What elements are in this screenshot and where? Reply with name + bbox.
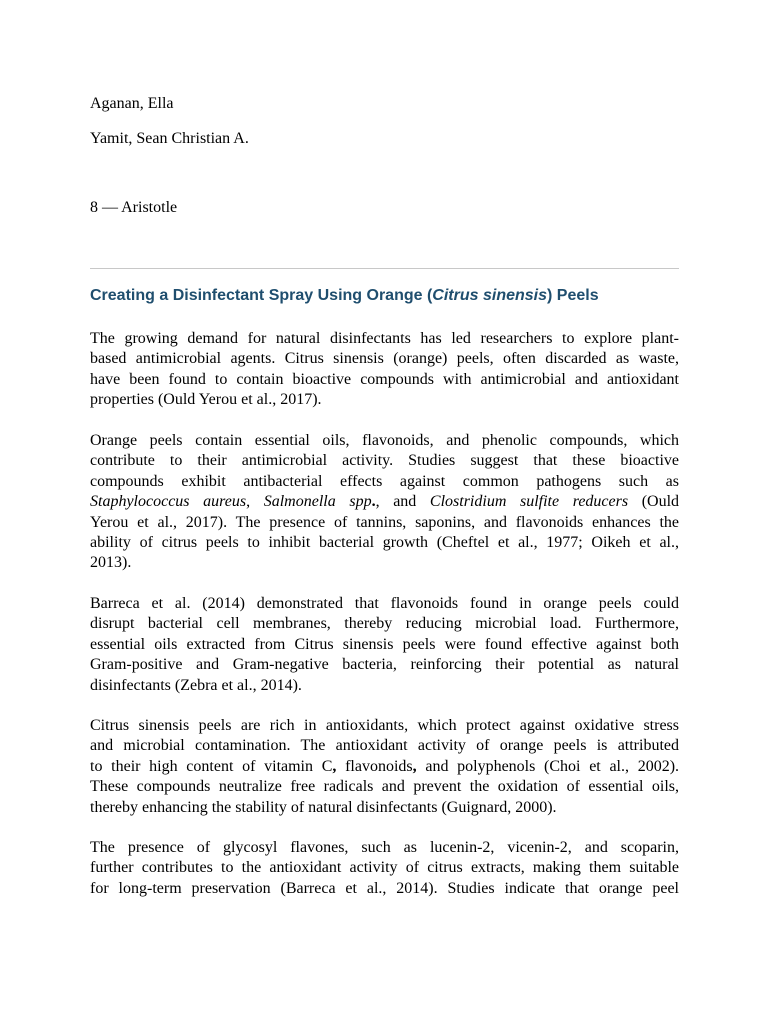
paragraph-line: further contributes to the antioxidant activity of citrus extracts, making them suitable [90,859,679,877]
paragraph-line: Yerou et al., 2017). The presence of tannins, saponins, and flavonoids enhances the [90,513,679,531]
paragraph-line: The growing demand for natural disinfectants has led researchers to explore plant- [90,330,679,347]
paragraph-line: essential oils extracted from Citrus sinensis peels were found effective against both [90,635,679,653]
title-species: Citrus sinensis [432,287,547,304]
paragraph-line: thereby enhancing the stability of natural disinfectants (Guignard, 2000). [90,798,557,816]
paragraph-line: ability of citrus peels to inhibit bacterial growth (Cheftel et al., 1977; Oikeh et al., [90,534,679,552]
text-fragment: (Ould [628,493,680,511]
text-fragment: , and [375,493,430,511]
text-fragment: to their high content of vitamin C [90,757,333,775]
paragraph-line: Orange peels contain essential oils, flavonoids, and phenolic compounds, which [90,432,679,449]
horizontal-divider [90,268,679,269]
title-suffix: ) Peels [547,287,599,304]
paragraph-line: based antimicrobial agents. Citrus sinensis (orange) peels, often discarded as waste, [90,350,679,368]
paragraph-line: compounds exhibit antibacterial effects against common pathogens such as [90,472,679,490]
paragraph-line-mixed [90,757,679,777]
paragraph-5 [90,838,679,899]
bold-comma: , [332,757,337,775]
paragraph-4 [90,716,679,818]
paragraph-3 [90,594,679,696]
pathogen-staph: Staphylococcus aureus [90,493,247,511]
author-name-1: Aganan, Ella [90,95,174,112]
pathogen-salmonella: Salmonella spp [263,493,372,511]
text-fragment: flavonoids [336,757,413,775]
paragraph-line: Citrus sinensis peels are rich in antioxidants, which protect against oxidative stress [90,717,679,734]
paragraph-line: disrupt bacterial cell membranes, thereby reducing microbial load. Furthermore, [90,615,679,633]
paragraph-line-mixed [90,492,679,512]
bold-comma: , [412,757,417,775]
paragraph-line: contribute to their antimicrobial activity. Studies suggest that these bioactive [90,452,679,470]
paragraph-line: disinfectants (Zebra et al., 2014). [90,676,302,694]
text-fragment: and polyphenols (Choi et al., 2002). [416,757,680,775]
paragraph-line: These compounds neutralize free radicals and prevent the oxidation of essential oils, [90,778,679,796]
paragraph-line: 2013). [90,554,132,572]
title-prefix: Creating a Disinfectant Spray Using Orange ( [90,287,433,304]
paragraph-line: and microbial contamination. The antioxidant activity of orange peels is attributed [90,737,679,755]
document-title [90,286,690,306]
paragraph-line: properties (Ould Yerou et al., 2017). [90,391,322,409]
paragraph-line: The presence of glycosyl flavones, such as lucenin-2, vicenin-2, and scoparin, [90,839,679,856]
paragraph-2 [90,431,679,574]
paragraph-line: have been found to contain bioactive compounds with antimicrobial and antioxidant [90,370,679,388]
author-name-2: Yamit, Sean Christian A. [90,130,249,147]
paragraph-line: Gram-positive and Gram-negative bacteria, reinforcing their potential as natural [90,656,679,674]
class-section: 8 — Aristotle [90,199,178,216]
pathogen-clostridium: Clostridium sulfite reducers [429,493,629,511]
paragraph-line: Barreca et al. (2014) demonstrated that flavonoids found in orange peels could [90,595,679,612]
paragraph-1 [90,329,679,411]
bold-period: . [371,493,376,511]
paragraph-line: for long-term preservation (Barreca et al., 2014). Studies indicate that orange peel [90,879,679,897]
text-fragment: , [246,493,264,511]
